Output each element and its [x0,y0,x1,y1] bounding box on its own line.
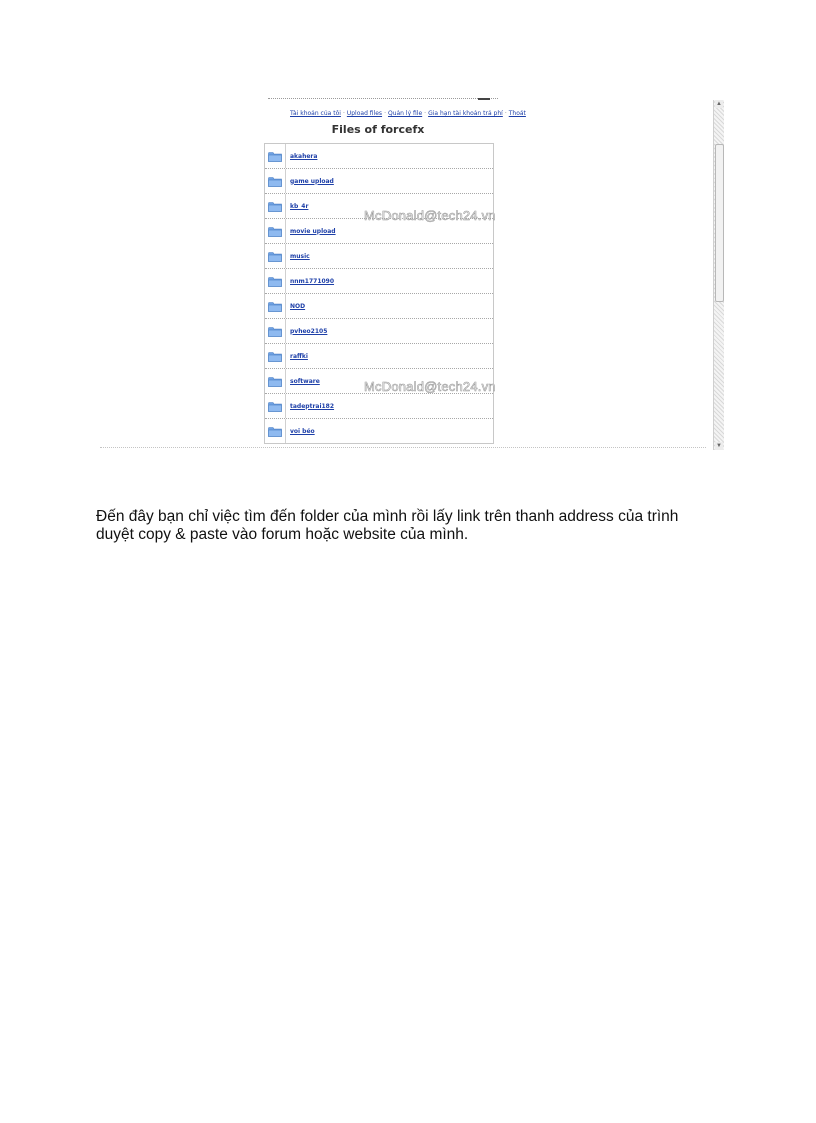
instruction-paragraph [96,508,736,544]
folder-icon-cell [265,144,286,168]
folder-row[interactable] [265,169,493,194]
folder-icon[interactable] [268,276,282,287]
nav-separator: · [504,110,507,117]
folder-icon-cell [265,394,286,418]
account-nav [290,108,526,120]
nav-link-my-account[interactable]: Tài khoản của tôi [290,110,341,117]
nav-link-renew-account[interactable]: Gia hạn tài khoản trả phí [428,110,503,117]
files-title: Files of forcefx [331,123,425,136]
paragraph-line: Đến đây bạn chỉ việc tìm đến folder của mình rồi lấy link trên thanh address của trình [96,508,679,525]
paragraph-line: duyệt copy & paste vào forum hoặc website của mình. [96,526,469,543]
folder-icon-cell [265,269,286,293]
folder-row[interactable] [265,344,493,369]
folder-icon-cell [265,194,286,218]
folder-icon-cell [265,369,286,393]
nav-separator: · [384,110,386,117]
top-marker [478,98,490,100]
folder-link[interactable]: NOD [290,302,306,310]
folder-icon[interactable] [268,226,282,237]
folder-link[interactable]: kb_4r [290,202,309,210]
folder-row[interactable] [265,294,493,319]
folder-icon[interactable] [268,301,282,312]
folder-icon[interactable] [268,376,282,387]
folder-row[interactable] [265,244,493,269]
folder-icon-cell [265,344,286,368]
folder-row[interactable] [265,419,493,443]
folder-row[interactable] [265,319,493,344]
folder-row[interactable] [265,144,493,169]
folder-icon-cell [265,169,286,193]
folder-link[interactable]: raffki [290,352,308,360]
folder-row[interactable] [265,269,493,294]
folder-link[interactable]: music [290,252,310,260]
folder-link[interactable]: nnm1771090 [290,277,335,285]
folder-icon-cell [265,219,286,243]
nav-link-manage-files[interactable]: Quản lý file [387,110,423,117]
folder-icon[interactable] [268,426,282,437]
top-divider [268,98,498,102]
nav-link-upload-files[interactable]: Upload files [346,110,383,117]
folder-icon[interactable] [268,151,282,162]
folder-icon[interactable] [268,401,282,412]
nav-separator: · [424,110,427,117]
folder-icon[interactable] [268,201,282,212]
folder-link[interactable]: voi béo [290,427,315,435]
embedded-screenshot [100,98,724,452]
folder-link[interactable]: movie upload [290,227,336,235]
folder-link[interactable]: akahera [290,152,318,160]
folder-icon[interactable] [268,351,282,362]
scrollbar-thumb[interactable] [715,144,724,302]
folder-link[interactable]: game upload [290,177,334,185]
folder-icon[interactable] [268,326,282,337]
folder-link[interactable]: tadeptrai182 [290,402,335,410]
bottom-divider [100,447,706,450]
folder-list [264,143,494,444]
folder-link[interactable]: pvheo2105 [290,327,328,335]
watermark: McDonald@tech24.vn [364,379,496,394]
folder-icon-cell [265,319,286,343]
folder-icon-cell [265,294,286,318]
scroll-up-icon[interactable]: ▲ [716,101,722,107]
folder-link[interactable]: software [290,377,320,385]
folder-icon[interactable] [268,251,282,262]
folder-row[interactable] [265,394,493,419]
watermark: McDonald@tech24.vn [364,208,496,223]
scroll-down-icon[interactable]: ▼ [716,443,722,449]
folder-icon[interactable] [268,176,282,187]
nav-link-logout[interactable]: Thoát [508,110,526,117]
folder-icon-cell [265,419,286,443]
nav-separator: · [342,110,345,117]
folder-icon-cell [265,244,286,268]
vertical-scrollbar[interactable] [713,100,724,450]
